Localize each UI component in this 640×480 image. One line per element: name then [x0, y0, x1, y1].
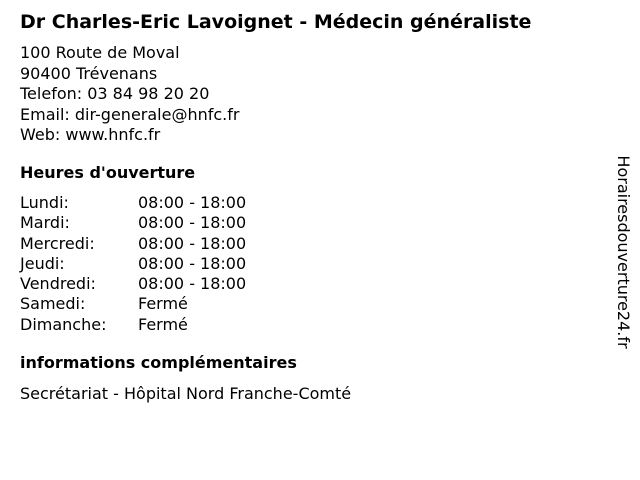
hours-row-wednesday: [20, 234, 246, 254]
day-hours: Fermé: [138, 314, 188, 334]
hours-row-saturday: [20, 294, 246, 314]
day-label: Dimanche:: [20, 314, 107, 334]
phone-number: Telefon: 03 84 98 20 20: [20, 84, 210, 103]
hours-row-tuesday: [20, 213, 246, 233]
address-street: 100 Route de Moval: [20, 43, 180, 62]
day-hours: 08:00 - 18:00: [138, 233, 247, 253]
day-hours: Fermé: [138, 294, 188, 314]
day-label: Vendredi:: [20, 274, 96, 294]
day-hours: 08:00 - 18:00: [138, 213, 247, 233]
opening-hours-table: [20, 193, 246, 335]
contact-block: [20, 43, 239, 146]
hours-row-friday: [20, 274, 246, 294]
day-label: Mardi:: [20, 213, 70, 233]
hours-row-sunday: [20, 315, 246, 335]
address-city: 90400 Trévenans: [20, 63, 158, 83]
site-watermark: Horairesdouverture24.fr: [614, 155, 633, 349]
day-label: Lundi:: [20, 193, 69, 212]
hours-row-monday: [20, 193, 246, 213]
day-hours: 08:00 - 18:00: [138, 193, 247, 212]
additional-info-text: Secrétariat - Hôpital Nord Franche-Comté: [20, 384, 352, 403]
opening-hours-heading: Heures d'ouverture: [20, 163, 196, 182]
additional-info-heading: informations complémentaires: [20, 353, 297, 372]
day-label: Mercredi:: [20, 233, 95, 253]
page-title: Dr Charles-Eric Lavoignet - Médecin généraliste: [20, 11, 532, 33]
day-hours: 08:00 - 18:00: [138, 274, 247, 294]
website: Web: www.hnfc.fr: [20, 125, 161, 144]
hours-row-thursday: [20, 254, 246, 274]
day-label: Jeudi:: [20, 253, 65, 273]
day-hours: 08:00 - 18:00: [138, 253, 247, 273]
email-address: Email: dir-generale@hnfc.fr: [20, 104, 240, 124]
day-label: Samedi:: [20, 294, 86, 314]
